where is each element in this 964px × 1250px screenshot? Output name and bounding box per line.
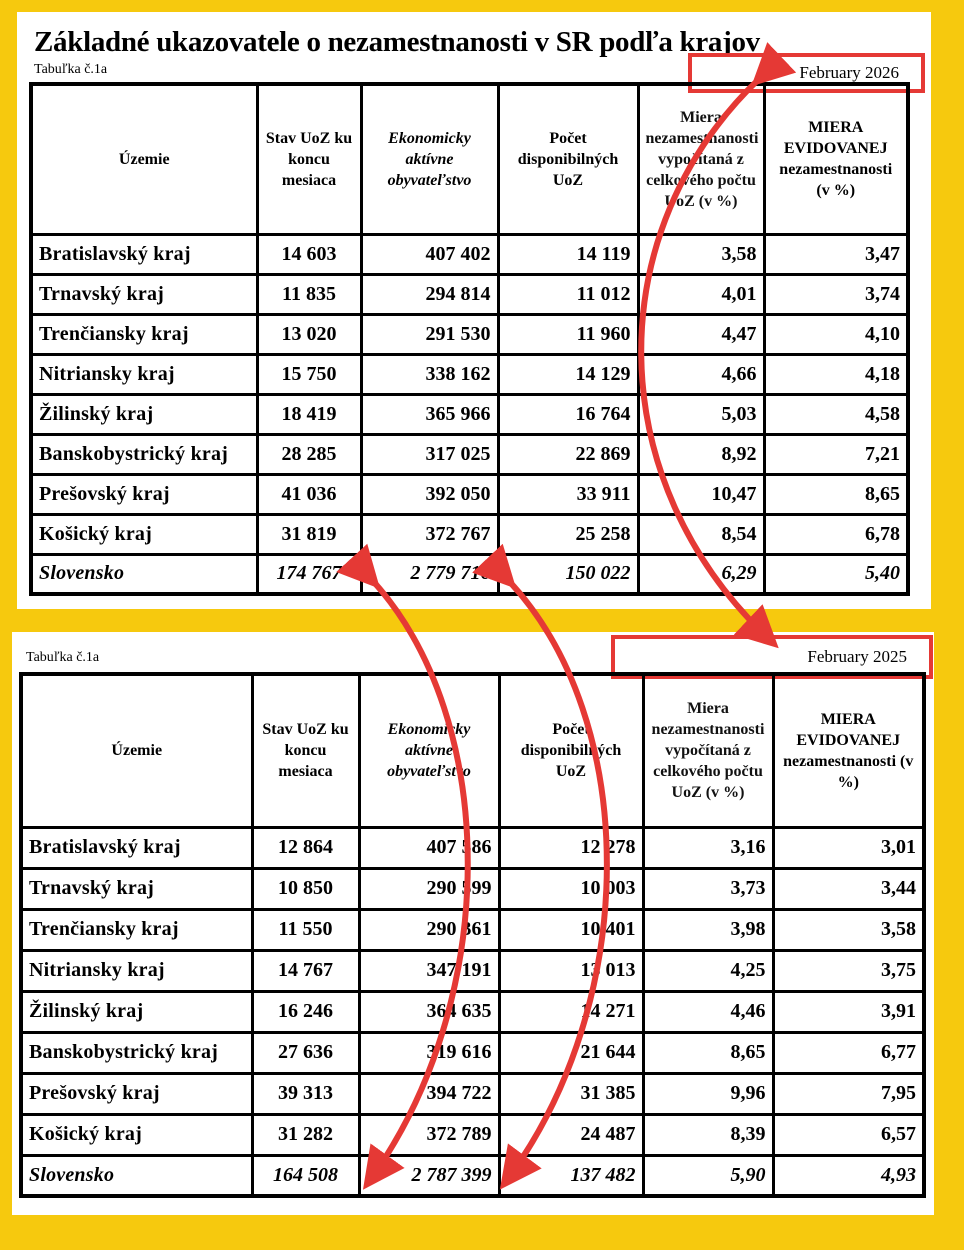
header-uzemie: Územie [31, 84, 257, 234]
header-row [31, 84, 908, 234]
table-row [31, 314, 908, 354]
table-row [21, 991, 924, 1032]
cell-miera-evidovanej: 3,91 [773, 991, 924, 1032]
total-row [31, 554, 908, 594]
table-caption: Tabuľka č.1a [26, 650, 100, 665]
cell-uzemie: Bratislavský kraj [31, 234, 257, 274]
cell-miera-nezamestnanosti: 8,39 [643, 1114, 773, 1155]
cell-pocet-disponibilnych: 13 013 [499, 950, 643, 991]
top-table-panel [17, 12, 931, 609]
cell-miera-evidovanej: 3,44 [773, 868, 924, 909]
total-row [21, 1155, 924, 1196]
table-row [21, 1032, 924, 1073]
cell-pocet-disponibilnych: 10 003 [499, 868, 643, 909]
cell-stav-uoz: 28 285 [257, 434, 361, 474]
header-stav-uoz: Stav UoZ ku koncu mesiaca [252, 674, 359, 827]
cell-miera-evidovanej: 6,77 [773, 1032, 924, 1073]
header-miera-evidovanej: MIERA EVIDOVANEJ nezamestnanosti (v %) [764, 84, 908, 234]
cell-miera-evidovanej: 3,47 [764, 234, 908, 274]
cell-miera-nezamestnanosti: 8,92 [638, 434, 764, 474]
cell-ekonomicky-aktivne: 372 789 [359, 1114, 499, 1155]
cell-ekonomicky-aktivne: 372 767 [361, 514, 498, 554]
cell-uzemie: Nitriansky kraj [31, 354, 257, 394]
cell-uzemie: Banskobystrický kraj [31, 434, 257, 474]
cell-ekonomicky-aktivne: 347 191 [359, 950, 499, 991]
cell-miera-nezamestnanosti: 3,73 [643, 868, 773, 909]
cell-stav-uoz: 174 767 [257, 554, 361, 594]
cell-miera-nezamestnanosti: 8,54 [638, 514, 764, 554]
cell-stav-uoz: 11 550 [252, 909, 359, 950]
cell-stav-uoz: 18 419 [257, 394, 361, 434]
cell-miera-nezamestnanosti: 3,16 [643, 827, 773, 868]
cell-stav-uoz: 11 835 [257, 274, 361, 314]
header-stav-uoz: Stav UoZ ku koncu mesiaca [257, 84, 361, 234]
cell-uzemie: Trnavský kraj [21, 868, 252, 909]
cell-stav-uoz: 15 750 [257, 354, 361, 394]
report-date: February 2025 [807, 647, 907, 666]
cell-stav-uoz: 31 282 [252, 1114, 359, 1155]
cell-ekonomicky-aktivne: 338 162 [361, 354, 498, 394]
cell-stav-uoz: 164 508 [252, 1155, 359, 1196]
cell-uzemie: Prešovský kraj [31, 474, 257, 514]
cell-pocet-disponibilnych: 14 119 [498, 234, 638, 274]
cell-ekonomicky-aktivne: 392 050 [361, 474, 498, 514]
cell-miera-nezamestnanosti: 4,25 [643, 950, 773, 991]
table-row [21, 950, 924, 991]
table-row [31, 434, 908, 474]
cell-uzemie: Žilinský kraj [31, 394, 257, 434]
header-miera-nezamestnanosti: Miera nezamestnanosti vypočítaná z celkového počtu UoZ (v %) [643, 674, 773, 827]
cell-miera-evidovanej: 6,57 [773, 1114, 924, 1155]
cell-miera-evidovanej: 3,74 [764, 274, 908, 314]
cell-uzemie: Trnavský kraj [31, 274, 257, 314]
header-pocet-disponibilnych: Počet disponibilných UoZ [499, 674, 643, 827]
cell-uzemie: Slovensko [31, 554, 257, 594]
cell-ekonomicky-aktivne: 407 402 [361, 234, 498, 274]
table-caption: Tabuľka č.1a [34, 62, 108, 77]
bottom-table-panel [12, 632, 934, 1215]
cell-uzemie: Nitriansky kraj [21, 950, 252, 991]
cell-miera-nezamestnanosti: 6,29 [638, 554, 764, 594]
cell-pocet-disponibilnych: 14 271 [499, 991, 643, 1032]
cell-ekonomicky-aktivne: 294 814 [361, 274, 498, 314]
cell-miera-evidovanej: 4,93 [773, 1155, 924, 1196]
cell-ekonomicky-aktivne: 317 025 [361, 434, 498, 474]
cell-pocet-disponibilnych: 31 385 [499, 1073, 643, 1114]
cell-ekonomicky-aktivne: 394 722 [359, 1073, 499, 1114]
cell-pocet-disponibilnych: 11 960 [498, 314, 638, 354]
cell-ekonomicky-aktivne: 365 966 [361, 394, 498, 434]
cell-pocet-disponibilnych: 25 258 [498, 514, 638, 554]
cell-uzemie: Trenčiansky kraj [31, 314, 257, 354]
cell-stav-uoz: 39 313 [252, 1073, 359, 1114]
table-row [21, 1073, 924, 1114]
cell-miera-evidovanej: 8,65 [764, 474, 908, 514]
cell-uzemie: Košický kraj [31, 514, 257, 554]
cell-pocet-disponibilnych: 137 482 [499, 1155, 643, 1196]
cell-miera-evidovanej: 3,75 [773, 950, 924, 991]
cell-uzemie: Banskobystrický kraj [21, 1032, 252, 1073]
cell-ekonomicky-aktivne: 290 361 [359, 909, 499, 950]
report-date: February 2026 [799, 63, 899, 82]
cell-pocet-disponibilnych: 12 278 [499, 827, 643, 868]
cell-uzemie: Košický kraj [21, 1114, 252, 1155]
cell-miera-evidovanej: 4,58 [764, 394, 908, 434]
header-pocet-disponibilnych: Počet disponibilných UoZ [498, 84, 638, 234]
cell-uzemie: Slovensko [21, 1155, 252, 1196]
cell-stav-uoz: 12 864 [252, 827, 359, 868]
table-row [31, 234, 908, 274]
cell-pocet-disponibilnych: 21 644 [499, 1032, 643, 1073]
header-miera-nezamestnanosti: Miera nezamestnanosti vypočítaná z celkového počtu UoZ (v %) [638, 84, 764, 234]
table-row [31, 514, 908, 554]
cell-ekonomicky-aktivne: 2 779 716 [361, 554, 498, 594]
cell-pocet-disponibilnych: 16 764 [498, 394, 638, 434]
cell-stav-uoz: 13 020 [257, 314, 361, 354]
cell-ekonomicky-aktivne: 407 586 [359, 827, 499, 868]
header-row [21, 674, 924, 827]
cell-uzemie: Žilinský kraj [21, 991, 252, 1032]
cell-ekonomicky-aktivne: 364 635 [359, 991, 499, 1032]
cell-pocet-disponibilnych: 11 012 [498, 274, 638, 314]
header-uzemie: Územie [21, 674, 252, 827]
cell-stav-uoz: 31 819 [257, 514, 361, 554]
cell-pocet-disponibilnych: 150 022 [498, 554, 638, 594]
cell-miera-evidovanej: 5,40 [764, 554, 908, 594]
cell-uzemie: Bratislavský kraj [21, 827, 252, 868]
cell-pocet-disponibilnych: 24 487 [499, 1114, 643, 1155]
cell-pocet-disponibilnych: 10 401 [499, 909, 643, 950]
cell-pocet-disponibilnych: 22 869 [498, 434, 638, 474]
cell-miera-evidovanej: 7,95 [773, 1073, 924, 1114]
cell-miera-nezamestnanosti: 8,65 [643, 1032, 773, 1073]
table-row [31, 274, 908, 314]
table-row [31, 474, 908, 514]
table-row [21, 909, 924, 950]
cell-miera-nezamestnanosti: 3,58 [638, 234, 764, 274]
cell-miera-nezamestnanosti: 4,66 [638, 354, 764, 394]
table-row [31, 354, 908, 394]
cell-miera-nezamestnanosti: 9,96 [643, 1073, 773, 1114]
table-row [31, 394, 908, 434]
header-ekonomicky-aktivne: Ekonomicky aktívne obyvateľstvo [361, 84, 498, 234]
unemployment-table-2026 [29, 82, 910, 596]
cell-uzemie: Prešovský kraj [21, 1073, 252, 1114]
cell-miera-evidovanej: 4,10 [764, 314, 908, 354]
cell-ekonomicky-aktivne: 290 599 [359, 868, 499, 909]
cell-stav-uoz: 14 767 [252, 950, 359, 991]
cell-miera-evidovanej: 4,18 [764, 354, 908, 394]
cell-miera-nezamestnanosti: 5,90 [643, 1155, 773, 1196]
cell-miera-evidovanej: 6,78 [764, 514, 908, 554]
cell-pocet-disponibilnych: 14 129 [498, 354, 638, 394]
cell-ekonomicky-aktivne: 2 787 399 [359, 1155, 499, 1196]
cell-miera-evidovanej: 7,21 [764, 434, 908, 474]
cell-miera-nezamestnanosti: 5,03 [638, 394, 764, 434]
cell-ekonomicky-aktivne: 291 530 [361, 314, 498, 354]
cell-miera-evidovanej: 3,58 [773, 909, 924, 950]
header-miera-evidovanej: MIERA EVIDOVANEJ nezamestnanosti (v %) [773, 674, 924, 827]
cell-miera-nezamestnanosti: 3,98 [643, 909, 773, 950]
cell-stav-uoz: 10 850 [252, 868, 359, 909]
cell-ekonomicky-aktivne: 319 616 [359, 1032, 499, 1073]
cell-miera-nezamestnanosti: 4,46 [643, 991, 773, 1032]
cell-miera-nezamestnanosti: 4,01 [638, 274, 764, 314]
table-row [21, 827, 924, 868]
table-row [21, 868, 924, 909]
cell-miera-nezamestnanosti: 10,47 [638, 474, 764, 514]
cell-stav-uoz: 41 036 [257, 474, 361, 514]
unemployment-table-2025 [19, 672, 926, 1198]
cell-stav-uoz: 27 636 [252, 1032, 359, 1073]
cell-pocet-disponibilnych: 33 911 [498, 474, 638, 514]
table-row [21, 1114, 924, 1155]
page-title: Základné ukazovatele o nezamestnanosti v SR podľa krajov [34, 26, 760, 58]
cell-uzemie: Trenčiansky kraj [21, 909, 252, 950]
cell-stav-uoz: 16 246 [252, 991, 359, 1032]
cell-stav-uoz: 14 603 [257, 234, 361, 274]
cell-miera-nezamestnanosti: 4,47 [638, 314, 764, 354]
cell-miera-evidovanej: 3,01 [773, 827, 924, 868]
header-ekonomicky-aktivne: Ekonomicky aktívne obyvateľstvo [359, 674, 499, 827]
